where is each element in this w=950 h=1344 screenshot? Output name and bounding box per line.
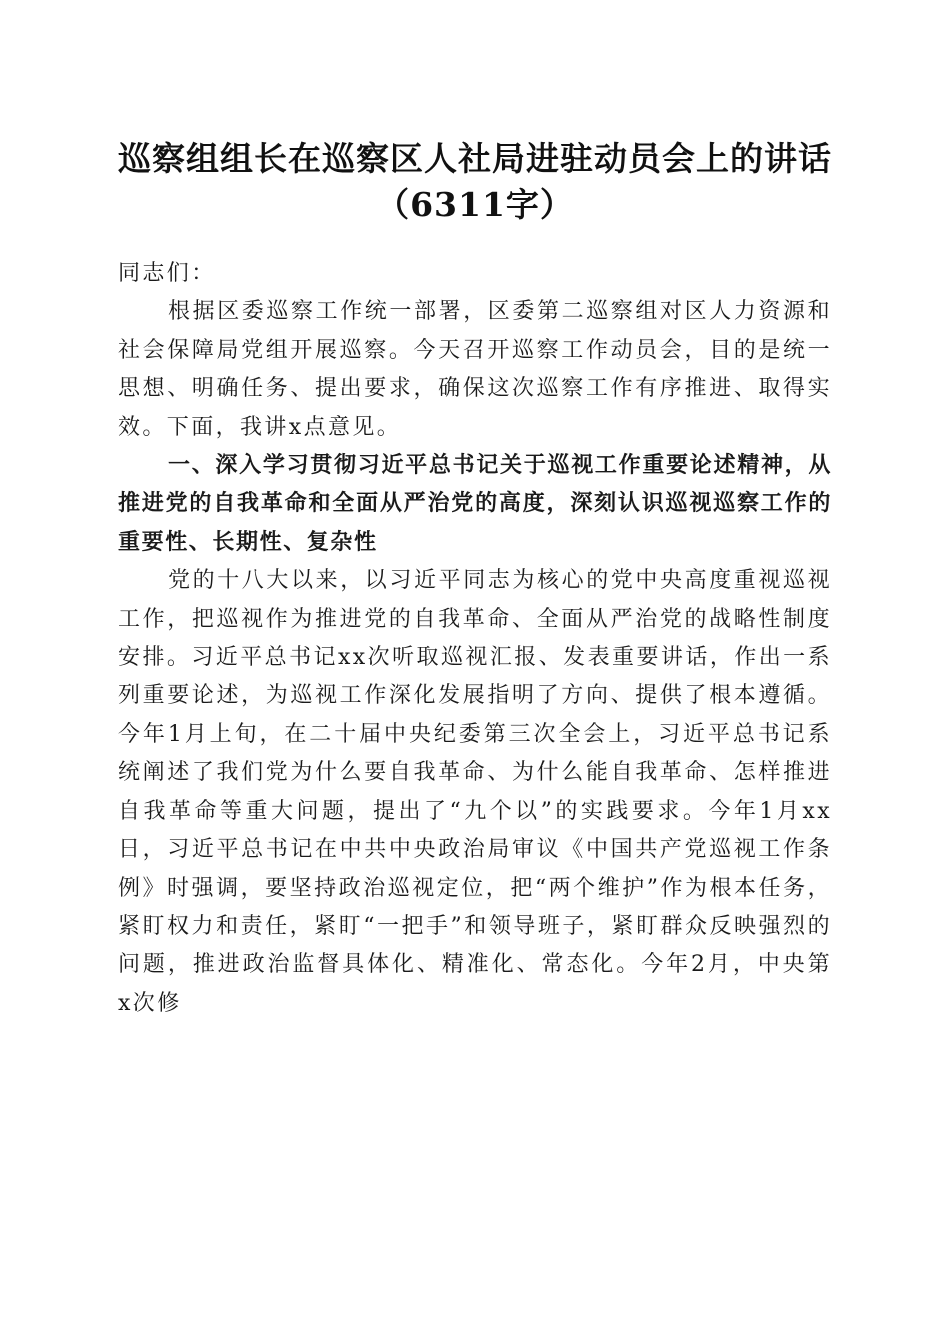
section-paragraph: 党的十八大以来，以习近平同志为核心的党中央高度重视巡视工作，把巡视作为推进党的自我革命、全面从严治党的战略性制度安排。习近平总书记xx次听取巡视汇报、发表重要讲话，作出一系列重要论述，为巡视工作深化发展指明了方向、提供了根本遵循。今年1月上旬，在二十届中央纪委第三次全会上，习近平总书记系统阐述了我们党为什么要自我革命、为什么能自我革命、怎样推进自我革命等重大问题，提出了“九个以”的实践要求。今年1月xx日，习近平总书记在中共中央政治局审议《中国共产党巡视工作条例》时强调，要坚持政治巡视定位，把“两个维护”作为根本任务，紧盯权力和责任，紧盯“一把手”和领导班子，紧盯群众反映强烈的问题，推进政治监督具体化、精准化、常态化。今年2月，中央第x次修 <box>118 568 832 1016</box>
salutation: 同志们： <box>118 261 216 286</box>
section-heading: 一、深入学习贯彻习近平总书记关于巡视工作重要论述精神，从推进党的自我革命和全面从严治党的高度，深刻认识巡视巡察工作的重要性、长期性、复杂性 <box>118 453 832 555</box>
document-body <box>118 255 832 1023</box>
document-title: 巡察组组长在巡察区人社局进驻动员会上的讲话（6311字） <box>118 139 832 224</box>
intro-paragraph: 根据区委巡察工作统一部署，区委第二巡察组对区人力资源和社会保障局党组开展巡察。今天召开巡察工作动员会，目的是统一思想、明确任务、提出要求，确保这次巡察工作有序推进、取得实效。下面，我讲x点意见。 <box>118 299 832 440</box>
